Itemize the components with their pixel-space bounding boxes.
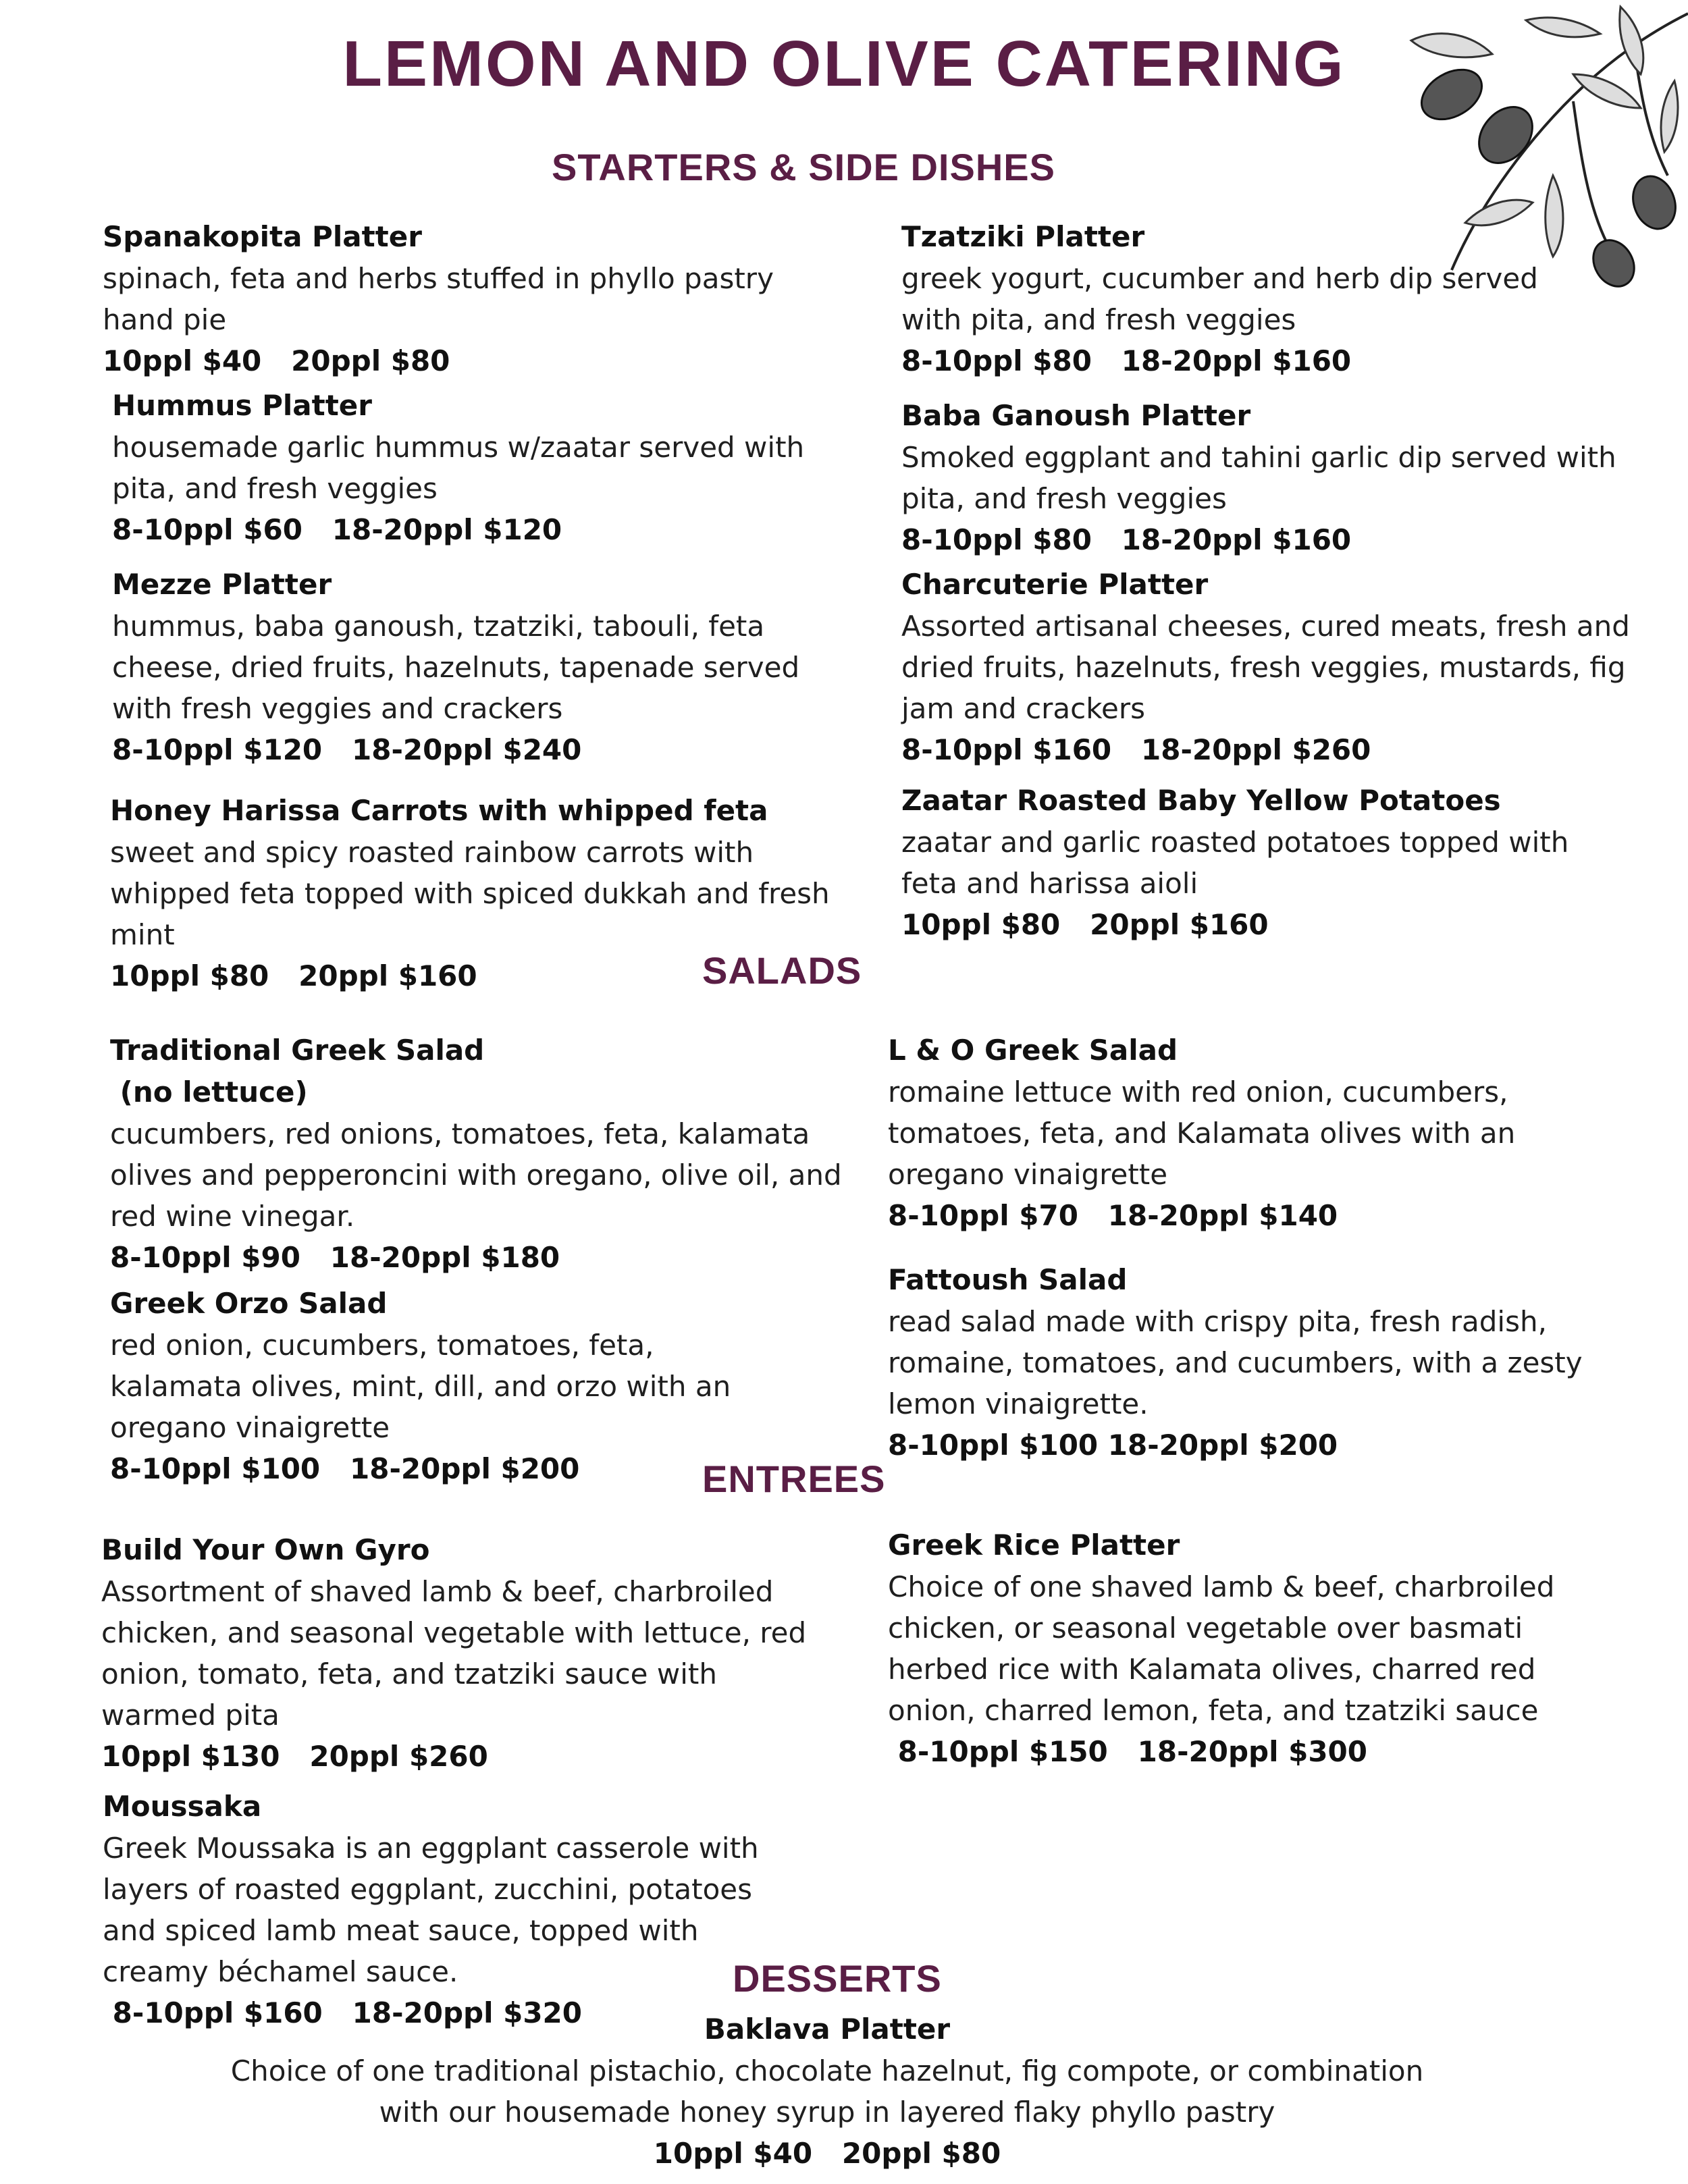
- item-description: red onion, cucumbers, tomatoes, feta, kalamata olives, mint, dill, and orzo with an oregano vinaigrette: [110, 1329, 731, 1444]
- item-price: 10ppl $40 20ppl $80: [103, 344, 450, 377]
- item-price: 10ppl $40 20ppl $80: [653, 2137, 1001, 2170]
- item-price: 8-10ppl $150 18-20ppl $300: [888, 1735, 1368, 1768]
- section-heading-desserts: DESSERTS: [733, 1957, 942, 2000]
- menu-item-baklava-platter: [169, 2008, 1485, 2174]
- item-price: 8-10ppl $100 18-20ppl $200: [888, 1429, 1338, 1462]
- menu-item-spanakopita: [103, 216, 852, 381]
- menu-item-traditional-greek-salad: [110, 1030, 860, 1278]
- item-name: Greek Orzo Salad: [110, 1287, 388, 1320]
- item-description: spinach, feta and herbs stuffed in phyllo pastry hand pie: [103, 262, 774, 336]
- item-name: Hummus Platter: [112, 389, 372, 422]
- menu-item-lo-greek-salad: [888, 1030, 1637, 1236]
- item-description: zaatar and garlic roasted potatoes topped with feta and harissa aioli: [901, 826, 1569, 900]
- menu-item-greek-rice-platter: [888, 1524, 1637, 1772]
- item-price: 8-10ppl $160 18-20ppl $260: [901, 733, 1371, 766]
- item-price: 10ppl $80 20ppl $160: [110, 959, 477, 992]
- item-price: 8-10ppl $60 18-20ppl $120: [112, 513, 562, 546]
- item-description: sweet and spicy roasted rainbow carrots with whipped feta topped with spiced dukkah and fresh mint: [110, 836, 830, 951]
- item-description: housemade garlic hummus w/zaatar served with pita, and fresh veggies: [112, 431, 805, 505]
- section-heading-starters: STARTERS & SIDE DISHES: [552, 146, 1055, 188]
- item-name: Zaatar Roasted Baby Yellow Potatoes: [901, 784, 1501, 817]
- item-description: Greek Moussaka is an eggplant casserole with layers of roasted eggplant, zucchini, potatoes and spiced lamb meat sauce, topped with creamy béchamel sauce.: [103, 1832, 759, 1988]
- item-description: Smoked eggplant and tahini garlic dip served with pita, and fresh veggies: [901, 441, 1616, 515]
- item-price: 8-10ppl $90 18-20ppl $180: [110, 1241, 560, 1274]
- item-name: Mezze Platter: [112, 568, 332, 601]
- page-title: LEMON AND OLIVE CATERING: [342, 28, 1346, 100]
- item-description: romaine lettuce with red onion, cucumbers, tomatoes, feta, and Kalamata olives with an oregano vinaigrette: [888, 1075, 1516, 1191]
- item-description: cucumbers, red onions, tomatoes, feta, kalamata olives and pepperoncini with oregano, olive oil, and red wine vinegar.: [110, 1117, 842, 1233]
- item-price: 10ppl $80 20ppl $160: [901, 908, 1269, 941]
- item-name: Charcuterie Platter: [901, 568, 1209, 601]
- item-price: 8-10ppl $160 18-20ppl $320: [103, 1996, 583, 2029]
- item-description: Assortment of shaved lamb & beef, charbroiled chicken, and seasonal vegetable with lettuce, red onion, tomato, feta, and tzatziki sauce with warmed pita: [101, 1575, 807, 1732]
- item-description: Choice of one traditional pistachio, chocolate hazelnut, fig compote, or combination with our housemade honey syrup in layered flaky phyllo pastry: [230, 2054, 1424, 2129]
- item-name: Build Your Own Gyro: [101, 1533, 430, 1566]
- item-name: Traditional Greek Salad: [110, 1034, 485, 1067]
- item-name-note: (no lettuce): [110, 1075, 308, 1109]
- item-description: read salad made with crispy pita, fresh radish, romaine, tomatoes, and cucumbers, with a zesty lemon vinaigrette.: [888, 1305, 1583, 1420]
- item-price: 8-10ppl $120 18-20ppl $240: [112, 733, 582, 766]
- section-heading-entrees: ENTREES: [702, 1458, 886, 1500]
- menu-item-zaatar-potatoes: [901, 780, 1651, 945]
- item-name: Baklava Platter: [704, 2013, 951, 2046]
- item-name: Moussaka: [103, 1790, 262, 1823]
- item-price: 10ppl $130 20ppl $260: [101, 1740, 488, 1773]
- item-name: Tzatziki Platter: [901, 220, 1145, 253]
- item-description: Choice of one shaved lamb & beef, charbroiled chicken, or seasonal vegetable over basmati herbed rice with Kalamata olives, charred red onion, charred lemon, feta, and tzatziki sauce: [888, 1570, 1555, 1727]
- section-heading-salads: SALADS: [702, 949, 862, 992]
- item-name: L & O Greek Salad: [888, 1034, 1178, 1067]
- menu-item-build-your-own-gyro: [101, 1529, 851, 1777]
- item-name: Baba Ganoush Platter: [901, 399, 1251, 432]
- item-name: Fattoush Salad: [888, 1263, 1128, 1296]
- item-description: greek yogurt, cucumber and herb dip served with pita, and fresh veggies: [901, 262, 1538, 336]
- item-description: Assorted artisanal cheeses, cured meats, fresh and dried fruits, hazelnuts, fresh veggies, mustards, fig jam and crackers: [901, 610, 1630, 725]
- menu-item-mezze: [112, 564, 862, 770]
- menu-item-baba-ganoush: [901, 395, 1651, 560]
- item-name: Honey Harissa Carrots with whipped feta: [110, 794, 768, 827]
- item-name: Greek Rice Platter: [888, 1528, 1180, 1562]
- menu-item-tzatziki: [901, 216, 1651, 381]
- item-name: Spanakopita Platter: [103, 220, 422, 253]
- item-price: 8-10ppl $80 18-20ppl $160: [901, 344, 1352, 377]
- item-description: hummus, baba ganoush, tzatziki, tabouli, feta cheese, dried fruits, hazelnuts, tapenade served with fresh veggies and crackers: [112, 610, 800, 725]
- menu-item-fattoush-salad: [888, 1259, 1637, 1466]
- item-price: 8-10ppl $80 18-20ppl $160: [901, 523, 1352, 556]
- menu-item-hummus: [112, 385, 862, 550]
- item-price: 8-10ppl $100 18-20ppl $200: [110, 1452, 580, 1485]
- menu-item-charcuterie: [901, 564, 1651, 770]
- item-price: 8-10ppl $70 18-20ppl $140: [888, 1199, 1338, 1232]
